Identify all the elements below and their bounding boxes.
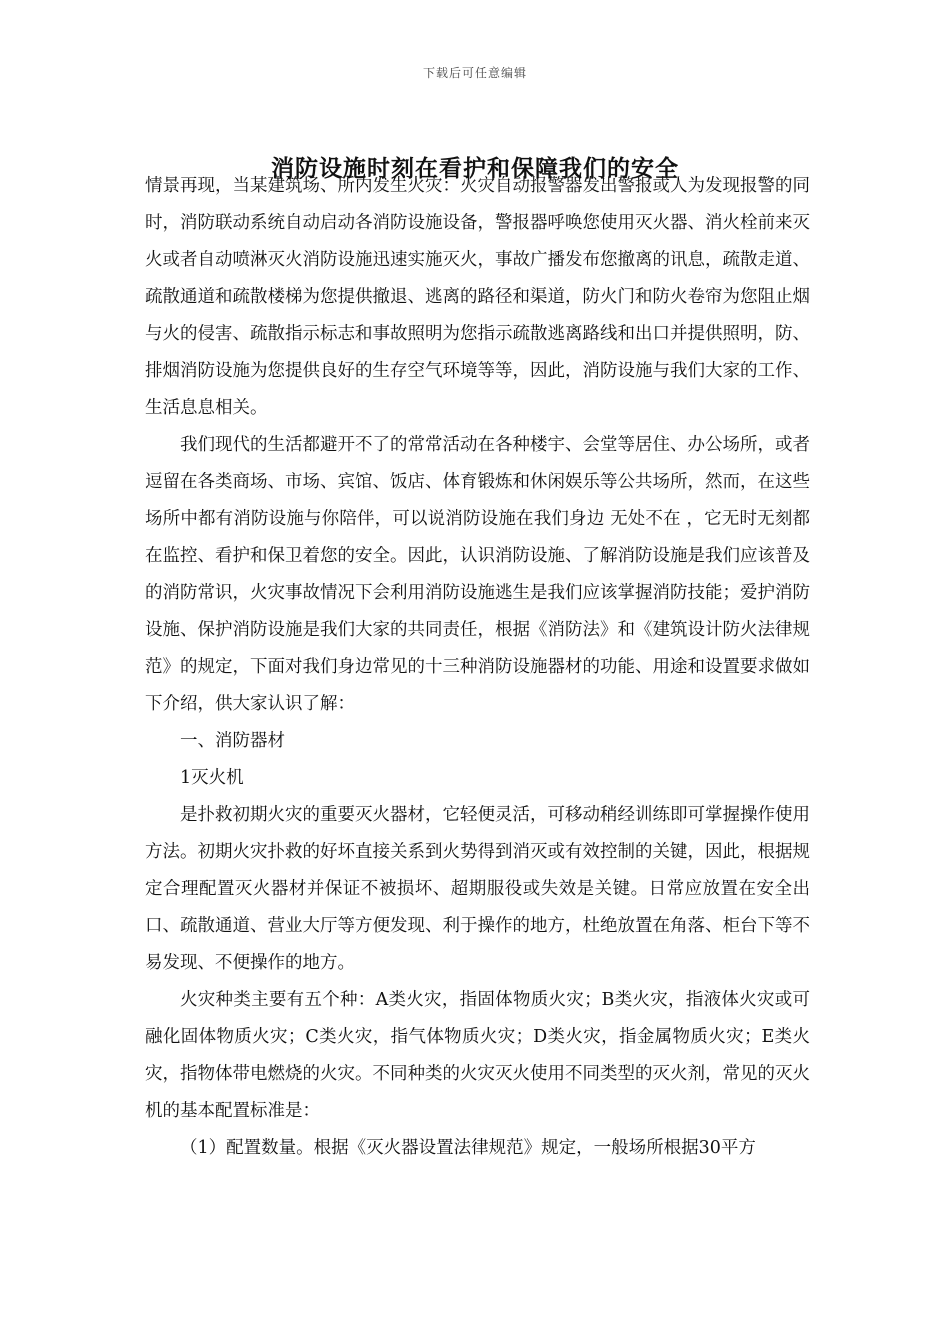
paragraph-extinguisher-intro: 是扑救初期火灾的重要灭火器材，它轻便灵活，可移动稍经训练即可掌握操作使用方法。初期火灾扑救的好坏直接关系到火势得到消灭或有效控制的关键，因此，根据规定合理配置灭火器材并保证不被损坏、超期服役或失效是关键。日常应放置在安全出口、疏散通道、营业大厅等方便发现、利于操作的地方，杜绝放置在角落、柜台下等不易发现、不便操作的地方。 [145,805,810,973]
paragraph-fire-classes: 火灾种类主要有五个种：A类火灾，指固体物质火灾；B类火灾，指液体火灾或可融化固体物质火灾；C类火灾，指气体物质火灾；D类火灾，指金属物质火灾；E类火灾，指物体带电燃烧的火灾。不同种类的火灾灭火使用不同类型的灭火剂，常见的灭火机的基本配置标准是： [145,990,810,1121]
document-body [145,168,810,1167]
paragraph-config-quantity: （1）配置数量。根据《灭火器设置法律规范》规定，一般场所根据30平方 [180,1138,756,1158]
document-title: 消防设施时刻在看护和保障我们的安全 [271,155,679,182]
paragraph-scenario: 情景再现，当某建筑场、所内发生火灾：火灾自动报警器发出警报或人为发现报警的同时，消防联动系统自动启动各消防设施设备，警报器呼唤您使用灭火器、消火栓前来灭火或者自动喷淋灭火消防设施迅速实施灭火，事故广播发布您撤离的讯息，疏散走道、疏散通道和疏散楼梯为您提供撤退、逃离的路径和渠道，防火门和防火卷帘为您阻止烟与火的侵害、疏散指示标志和事故照明为您指示疏散逃离路线和出口并提供照明，防、排烟消防设施为您提供良好的生存空气环境等等，因此，消防设施与我们大家的工作、生活息息相关。 [145,176,810,418]
header-note: 下载后可任意编辑 [422,66,527,80]
section-heading-equipment: 一、消防器材 [180,731,285,751]
subsection-heading-extinguisher: 1灭火机 [180,768,244,788]
paragraph-daily-life: 我们现代的生活都避开不了的常常活动在各种楼宇、会堂等居住、办公场所，或者逗留在各类商场、市场、宾馆、饭店、体育锻炼和休闲娱乐等公共场所，然而，在这些场所中都有消防设施与你陪伴，可以说消防设施在我们身边 无处不在 ，它无时无刻都在监控、看护和保卫着您的安全。因此，认识消防设施、了解消防设施是我们应该普及的消防常识，火灾事故情况下会利用消防设施逃生是我们应该掌握消防技能；爱护消防设施、保护消防设施是我们大家的共同责任，根据《消防法》和《建筑设计防火法律规范》的规定，下面对我们身边常见的十三种消防设施器材的功能、用途和设置要求做如下介绍，供大家认识了解： [145,435,810,714]
